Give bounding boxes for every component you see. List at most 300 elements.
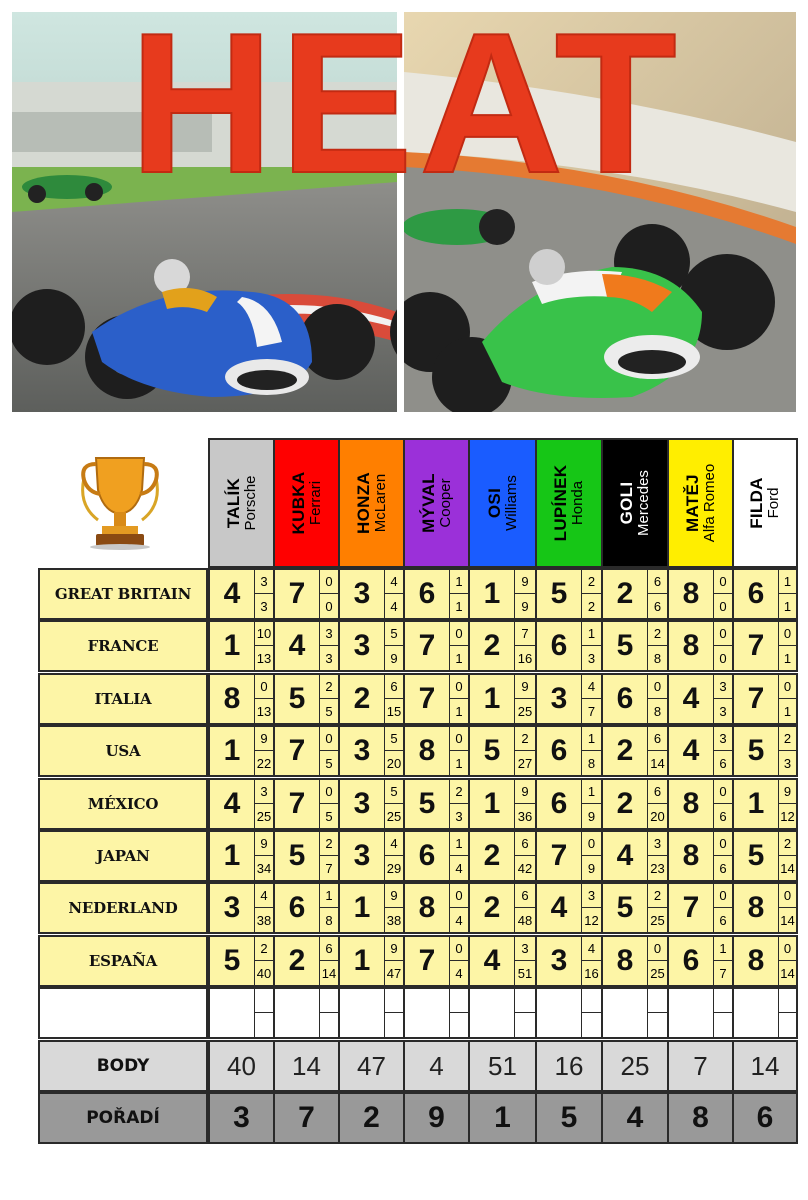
race-points: 3	[714, 675, 732, 699]
cumulative-points: 13	[256, 703, 272, 719]
player-name: OSI	[484, 487, 504, 519]
player-team: McLaren	[371, 473, 389, 533]
cumulative-points: 22	[256, 755, 272, 771]
race-country: MÉXICO	[38, 778, 208, 830]
cumulative-points: 14	[321, 965, 337, 981]
result-cell	[208, 935, 275, 987]
race-points: 4	[385, 832, 403, 856]
finish-position: 7	[682, 891, 700, 924]
result-cell	[273, 935, 340, 987]
empty-cell	[273, 987, 340, 1039]
result-cell	[468, 725, 537, 777]
body-total: 40	[208, 1040, 275, 1092]
result-cell	[667, 882, 734, 934]
race-points: 2	[450, 780, 468, 804]
result-cell	[732, 882, 798, 934]
race-points: 1	[582, 727, 601, 751]
finish-position: 3	[353, 577, 371, 610]
final-rank: 4	[601, 1092, 669, 1144]
finish-position: 4	[682, 734, 700, 767]
finish-position: 8	[616, 944, 634, 977]
race-points: 9	[779, 780, 796, 804]
finish-position: 7	[418, 682, 436, 715]
result-cell	[338, 673, 405, 725]
race-points: 2	[779, 727, 796, 751]
cumulative-points: 23	[650, 860, 665, 876]
result-cell	[403, 830, 470, 882]
cumulative-points: 9	[587, 808, 596, 824]
cumulative-points: 5	[325, 808, 333, 824]
finish-position: 2	[353, 682, 371, 715]
race-points: 6	[648, 780, 667, 804]
cumulative-points: 0	[325, 598, 333, 614]
cumulative-points: 29	[386, 860, 402, 876]
finish-position: 8	[418, 734, 436, 767]
finish-position: 2	[616, 577, 634, 610]
result-cell	[732, 830, 798, 882]
cumulative-points: 3	[587, 650, 596, 666]
result-cell	[273, 725, 340, 777]
cumulative-points: 14	[780, 965, 795, 981]
player-header	[208, 438, 275, 568]
player-header	[468, 438, 537, 568]
finish-position: 8	[682, 787, 700, 820]
finish-position: 5	[550, 577, 568, 610]
race-points: 0	[450, 727, 468, 751]
race-country: USA	[38, 725, 208, 777]
body-total: 25	[601, 1040, 669, 1092]
cumulative-points: 9	[587, 860, 596, 876]
result-cell	[732, 673, 798, 725]
finish-position: 6	[288, 891, 306, 924]
race-points: 4	[255, 884, 273, 908]
race-points: 2	[320, 675, 338, 699]
final-rank: 8	[667, 1092, 734, 1144]
final-rank: 9	[403, 1092, 470, 1144]
result-cell	[601, 882, 669, 934]
finish-position: 8	[747, 891, 765, 924]
race-points: 0	[582, 832, 601, 856]
race-points: 3	[648, 832, 667, 856]
cumulative-points: 25	[650, 912, 665, 928]
result-cell	[601, 568, 669, 620]
body-total: 51	[468, 1040, 537, 1092]
body-total: 4	[403, 1040, 470, 1092]
race-points: 9	[385, 884, 403, 908]
cumulative-points: 4	[455, 860, 463, 876]
race-country: JAPAN	[38, 830, 208, 882]
finish-position: 3	[223, 891, 241, 924]
result-cell	[403, 568, 470, 620]
finish-position: 3	[353, 629, 371, 662]
finish-position: 3	[353, 787, 371, 820]
player-header	[667, 438, 734, 568]
cumulative-points: 47	[386, 965, 402, 981]
player-name: KUBKA	[288, 471, 308, 535]
race-points: 9	[255, 727, 273, 751]
cumulative-points: 9	[390, 650, 398, 666]
cumulative-points: 6	[719, 808, 727, 824]
result-cell	[273, 882, 340, 934]
finish-position: 4	[288, 629, 306, 662]
race-points: 0	[450, 675, 468, 699]
race-points: 6	[515, 832, 535, 856]
finish-position: 5	[616, 891, 634, 924]
cumulative-points: 14	[780, 860, 795, 876]
result-cell	[667, 620, 734, 672]
cumulative-points: 4	[390, 598, 398, 614]
finish-position: 6	[550, 629, 568, 662]
finish-position: 1	[483, 787, 501, 820]
race-points: 5	[385, 727, 403, 751]
player-team: Williams	[502, 475, 520, 531]
race-points: 1	[450, 570, 468, 594]
race-country: NEDERLAND	[38, 882, 208, 934]
race-points: 2	[648, 622, 667, 646]
result-cell	[535, 935, 603, 987]
cumulative-points: 6	[719, 912, 727, 928]
result-cell	[732, 725, 798, 777]
cumulative-points: 1	[783, 703, 792, 719]
cumulative-points: 5	[325, 755, 333, 771]
race-points: 1	[714, 937, 732, 961]
finish-position: 2	[483, 629, 501, 662]
result-cell	[601, 673, 669, 725]
race-points: 0	[320, 570, 338, 594]
empty-cell	[535, 987, 603, 1039]
finish-position: 8	[682, 629, 700, 662]
finish-position: 6	[550, 734, 568, 767]
race-points: 6	[385, 675, 403, 699]
player-header	[732, 438, 798, 568]
cumulative-points: 38	[256, 912, 272, 928]
cumulative-points: 3	[455, 808, 463, 824]
result-cell	[667, 935, 734, 987]
cumulative-points: 20	[650, 808, 665, 824]
result-cell	[338, 620, 405, 672]
result-cell	[403, 725, 470, 777]
result-cell	[667, 673, 734, 725]
result-cell	[208, 882, 275, 934]
cumulative-points: 2	[587, 598, 596, 614]
finish-position: 1	[353, 891, 371, 924]
result-cell	[468, 935, 537, 987]
result-cell	[273, 778, 340, 830]
finish-position: 7	[418, 944, 436, 977]
finish-position: 3	[353, 734, 371, 767]
result-cell	[338, 830, 405, 882]
race-points: 0	[714, 570, 732, 594]
finish-position: 2	[288, 944, 306, 977]
result-cell	[601, 620, 669, 672]
race-points: 7	[515, 622, 535, 646]
body-total: 47	[338, 1040, 405, 1092]
finish-position: 7	[747, 629, 765, 662]
result-cell	[667, 725, 734, 777]
result-cell	[468, 568, 537, 620]
race-points: 5	[385, 780, 403, 804]
cumulative-points: 6	[653, 598, 662, 614]
finish-position: 5	[418, 787, 436, 820]
result-cell	[208, 673, 275, 725]
race-points: 0	[714, 832, 732, 856]
result-cell	[273, 620, 340, 672]
race-points: 0	[450, 937, 468, 961]
cumulative-points: 4	[455, 912, 463, 928]
cumulative-points: 4	[455, 965, 463, 981]
cumulative-points: 5	[325, 703, 333, 719]
player-team: Ford	[765, 487, 783, 519]
result-cell	[273, 830, 340, 882]
player-name: HONZA	[353, 472, 373, 534]
cumulative-points: 3	[325, 650, 333, 666]
race-country: ITALIA	[38, 673, 208, 725]
finish-position: 2	[483, 891, 501, 924]
cumulative-points: 8	[653, 703, 662, 719]
trophy-icon	[76, 450, 164, 550]
finish-position: 4	[483, 944, 501, 977]
result-cell	[403, 778, 470, 830]
cumulative-points: 8	[325, 912, 333, 928]
finish-position: 8	[223, 682, 241, 715]
cumulative-points: 16	[584, 965, 599, 981]
result-cell	[338, 882, 405, 934]
result-cell	[667, 830, 734, 882]
cumulative-points: 25	[517, 703, 533, 719]
body-label: BODY	[38, 1040, 208, 1092]
race-points: 4	[385, 570, 403, 594]
race-points: 0	[714, 622, 732, 646]
finish-position: 3	[550, 944, 568, 977]
empty-cell	[667, 987, 734, 1039]
cumulative-points: 6	[719, 755, 727, 771]
race-points: 0	[779, 884, 796, 908]
result-cell	[468, 620, 537, 672]
race-points: 0	[714, 780, 732, 804]
race-points: 9	[515, 570, 535, 594]
result-cell	[208, 830, 275, 882]
player-header	[338, 438, 405, 568]
race-points: 4	[582, 937, 601, 961]
result-cell	[535, 725, 603, 777]
cumulative-points: 14	[780, 912, 795, 928]
final-rank: 3	[208, 1092, 275, 1144]
player-team: Mercedes	[635, 470, 653, 536]
finish-position: 2	[616, 787, 634, 820]
race-points: 0	[648, 675, 667, 699]
finish-position: 6	[418, 577, 436, 610]
cumulative-points: 1	[455, 703, 463, 719]
final-rank: 1	[468, 1092, 537, 1144]
result-cell	[535, 882, 603, 934]
player-header	[601, 438, 669, 568]
finish-position: 6	[682, 944, 700, 977]
player-name: TALÍK	[223, 477, 243, 529]
race-points: 2	[582, 570, 601, 594]
race-points: 6	[515, 884, 535, 908]
race-points: 3	[714, 727, 732, 751]
race-points: 0	[255, 675, 273, 699]
player-team: Porsche	[241, 475, 259, 531]
cumulative-points: 25	[650, 965, 665, 981]
race-points: 9	[385, 937, 403, 961]
result-cell	[601, 725, 669, 777]
finish-position: 5	[616, 629, 634, 662]
player-header	[535, 438, 603, 568]
result-cell	[338, 725, 405, 777]
cumulative-points: 14	[650, 755, 665, 771]
body-total: 14	[732, 1040, 798, 1092]
cumulative-points: 0	[719, 650, 727, 666]
result-cell	[468, 673, 537, 725]
race-points: 5	[385, 622, 403, 646]
cumulative-points: 8	[653, 650, 662, 666]
cumulative-points: 12	[780, 808, 795, 824]
empty-cell	[208, 987, 275, 1039]
race-points: 1	[582, 780, 601, 804]
race-points: 2	[648, 884, 667, 908]
result-cell	[273, 673, 340, 725]
cumulative-points: 36	[517, 808, 533, 824]
finish-position: 6	[616, 682, 634, 715]
finish-position: 4	[616, 839, 634, 872]
result-cell	[535, 830, 603, 882]
result-cell	[403, 882, 470, 934]
finish-position: 1	[223, 629, 241, 662]
result-cell	[667, 778, 734, 830]
cumulative-points: 25	[256, 808, 272, 824]
race-points: 10	[255, 622, 273, 646]
finish-position: 1	[483, 577, 501, 610]
final-rank: 7	[273, 1092, 340, 1144]
finish-position: 4	[682, 682, 700, 715]
result-cell	[338, 935, 405, 987]
race-points: 3	[515, 937, 535, 961]
race-points: 2	[779, 832, 796, 856]
finish-position: 4	[550, 891, 568, 924]
result-cell	[403, 673, 470, 725]
cumulative-points: 8	[587, 755, 596, 771]
empty-cell	[601, 987, 669, 1039]
finish-position: 1	[223, 734, 241, 767]
cumulative-points: 0	[719, 598, 727, 614]
final-rank: 2	[338, 1092, 405, 1144]
cumulative-points: 25	[386, 808, 402, 824]
cumulative-points: 9	[521, 598, 529, 614]
result-cell	[403, 620, 470, 672]
cumulative-points: 42	[517, 860, 533, 876]
race-points: 9	[255, 832, 273, 856]
result-cell	[601, 778, 669, 830]
result-cell	[732, 620, 798, 672]
cumulative-points: 7	[719, 965, 727, 981]
result-cell	[208, 725, 275, 777]
finish-position: 7	[288, 787, 306, 820]
race-points: 0	[648, 937, 667, 961]
empty-cell	[732, 987, 798, 1039]
player-team: Alfa Romeo	[700, 463, 718, 543]
empty-cell	[403, 987, 470, 1039]
race-points: 9	[515, 675, 535, 699]
player-name: FILDA	[747, 477, 767, 529]
player-name: GOLI	[617, 481, 637, 525]
cumulative-points: 38	[386, 912, 402, 928]
race-points: 3	[255, 780, 273, 804]
finish-position: 5	[288, 682, 306, 715]
empty-country	[38, 987, 208, 1039]
race-country: FRANCE	[38, 620, 208, 672]
finish-position: 5	[747, 839, 765, 872]
cumulative-points: 1	[455, 650, 463, 666]
cumulative-points: 15	[386, 703, 402, 719]
race-points: 1	[779, 570, 796, 594]
finish-position: 1	[223, 839, 241, 872]
race-points: 0	[714, 884, 732, 908]
finish-position: 8	[418, 891, 436, 924]
cumulative-points: 7	[587, 703, 596, 719]
race-points: 0	[779, 675, 796, 699]
finish-position: 7	[288, 577, 306, 610]
race-points: 0	[779, 937, 796, 961]
race-points: 9	[515, 780, 535, 804]
cumulative-points: 7	[325, 860, 333, 876]
race-points: 3	[320, 622, 338, 646]
finish-position: 8	[682, 839, 700, 872]
result-cell	[601, 830, 669, 882]
race-points: 0	[779, 622, 796, 646]
race-points: 6	[648, 570, 667, 594]
result-cell	[732, 778, 798, 830]
result-cell	[208, 568, 275, 620]
empty-cell	[338, 987, 405, 1039]
result-cell	[601, 935, 669, 987]
finish-position: 1	[747, 787, 765, 820]
finish-position: 1	[353, 944, 371, 977]
empty-cell	[468, 987, 537, 1039]
cumulative-points: 34	[256, 860, 272, 876]
finish-position: 7	[288, 734, 306, 767]
player-name: LUPÍNEK	[551, 464, 571, 542]
player-team: Cooper	[436, 478, 454, 528]
race-country: ESPAÑA	[38, 935, 208, 987]
race-points: 1	[320, 884, 338, 908]
finish-position: 7	[550, 839, 568, 872]
cumulative-points: 3	[719, 703, 727, 719]
race-points: 6	[648, 727, 667, 751]
finish-position: 2	[483, 839, 501, 872]
race-points: 2	[255, 937, 273, 961]
result-cell	[468, 830, 537, 882]
player-header	[273, 438, 340, 568]
finish-position: 7	[747, 682, 765, 715]
player-name: MÝVAL	[418, 473, 438, 533]
result-cell	[535, 620, 603, 672]
finish-position: 5	[747, 734, 765, 767]
race-points: 6	[320, 937, 338, 961]
cumulative-points: 6	[719, 860, 727, 876]
result-cell	[273, 568, 340, 620]
body-total: 7	[667, 1040, 734, 1092]
race-points: 0	[320, 780, 338, 804]
cumulative-points: 1	[455, 755, 463, 771]
race-points: 1	[582, 622, 601, 646]
result-cell	[732, 568, 798, 620]
result-cell	[535, 778, 603, 830]
cumulative-points: 48	[517, 912, 533, 928]
finish-position: 6	[418, 839, 436, 872]
cumulative-points: 27	[517, 755, 533, 771]
finish-position: 5	[223, 944, 241, 977]
